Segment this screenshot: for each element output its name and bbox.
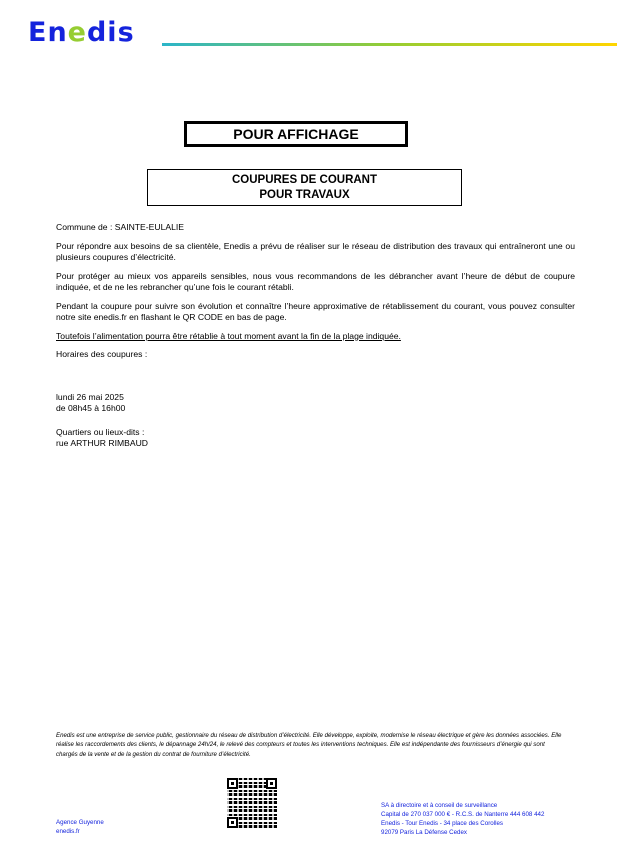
notice-body xyxy=(56,222,575,450)
outage-date: lundi 26 mai 2025 xyxy=(56,391,124,402)
paragraph-1: Pour répondre aux besoins de sa clientèle, Enedis a prévu de réaliser sur le réseau de distribution des travaux qui entraîneront une ou plusieurs coupures d’électricité. xyxy=(56,240,575,262)
title-line1: COUPURES DE COURANT xyxy=(231,173,378,186)
warning-line: Toutefois l’alimentation pourra être rétablie à tout moment avant la fin de la plage indiquée. xyxy=(56,330,401,341)
enedis-logo xyxy=(28,16,135,50)
logo-part2: e xyxy=(67,17,87,48)
posting-banner: POUR AFFICHAGE xyxy=(184,121,408,147)
title-line2: POUR TRAVAUX xyxy=(259,188,350,201)
outage-hours: de 08h45 à 16h00 xyxy=(56,403,126,413)
commune-line: Commune de : SAINTE-EULALIE xyxy=(56,222,184,232)
agency-info xyxy=(56,818,104,836)
company-line4: 92079 Paris La Défense Cedex xyxy=(381,829,467,836)
company-line1: SA à directoire et à conseil de surveillance xyxy=(381,802,498,809)
paragraph-2: Pour protéger au mieux vos appareils sensibles, nous vous recommandons de les débrancher avant l’heure de début de coupure indiquée, et de ne les rebrancher qu’une fois le courant rétabli. xyxy=(56,270,575,292)
logo-part3: dis xyxy=(86,17,135,48)
agency-name: Agence Guyenne xyxy=(56,819,104,826)
agency-site[interactable]: enedis.fr xyxy=(56,828,80,835)
notice-title xyxy=(147,169,462,206)
location-value: rue ARTHUR RIMBAUD xyxy=(56,438,149,448)
horaires-label: Horaires des coupures : xyxy=(56,349,148,359)
company-line2: Capital de 270 037 000 € - R.C.S. de Nanterre 444 608 442 xyxy=(381,811,545,818)
qr-code-icon[interactable] xyxy=(227,778,277,828)
legal-notice: Enedis est une entreprise de service public, gestionnaire du réseau de distribution d’électricité. Elle développe, exploite, modernise le réseau électrique et gère les données associées. Elle réalise les raccordements des clients, le dépannage 24h/24, le relevé des compteurs et toutes les interventions techniques. Elle est indépendante des fournisseurs d’énergie qui sont chargés de la vente et de la gestion du contrat de fourniture d’électricité. xyxy=(56,732,562,758)
paragraph-3: Pendant la coupure pour suivre son évolution et connaître l’heure approximative de rétablissement du courant, vous pouvez consulter notre site enedis.fr en flashant le QR CODE en bas de page. xyxy=(56,300,575,322)
locations-label: Quartiers ou lieux-dits : xyxy=(56,426,145,437)
logo-part1: En xyxy=(28,17,68,48)
company-info xyxy=(381,801,544,837)
header-gradient-line xyxy=(162,43,617,46)
company-line3: Enedis - Tour Enedis - 34 place des Corolles xyxy=(381,820,503,827)
